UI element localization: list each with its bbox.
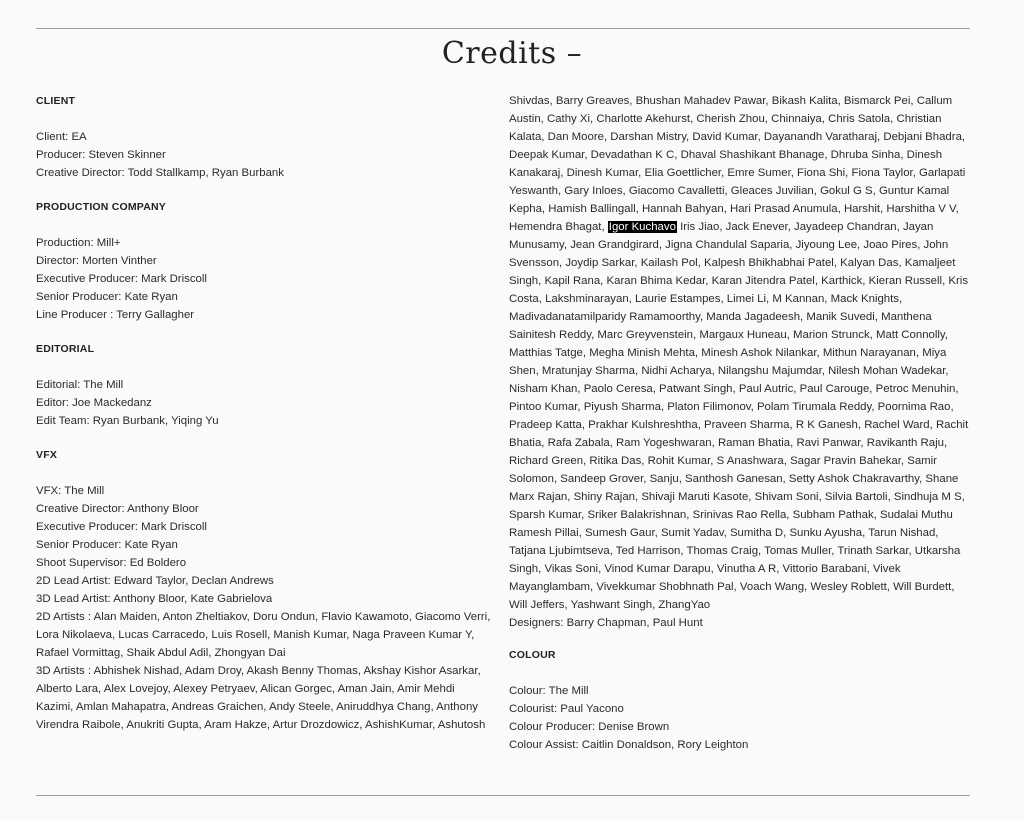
credit-line: Line Producer : Terry Gallagher [36,309,195,321]
credit-line: Colourist: Paul Yacono [509,703,624,715]
credit-line: Kazimi, Amlan Mahapatra, Andreas Graichen, Andy Steele, Aniruddhya Chang, Anthony [36,701,478,713]
credit-line: Colour Producer: Denise Brown [509,721,670,733]
credit-line: Bhatia, Rafa Zabala, Ram Yogeshwaran, Raman Bhatia, Ravi Panwar, Ravikanth Raju, [509,437,948,449]
credit-line: Alberto Lara, Alex Lovejoy, Alexey Petryaev, Alican Gorgec, Aman Jain, Amir Mehdi [36,683,455,695]
credit-line: Senior Producer: Kate Ryan [36,539,178,551]
selected-text-highlight[interactable]: Igor Kuchavo [608,221,676,233]
credit-line: Pradeep Katta, Prakhar Kulshreshtha, Praveen Sharma, R K Ganesh, Rachel Ward, Rachit [509,419,969,431]
credit-line: Nisham Khan, Paolo Ceresa, Patwant Singh, Paul Autric, Paul Carouge, Petroc Menuhin, [509,383,959,395]
credit-line: Shivdas, Barry Greaves, Bhushan Mahadev Pawar, Bikash Kalita, Bismarck Pei, Callum [509,95,953,107]
credit-line: Creative Director: Anthony Bloor [36,503,199,515]
credit-line: Munusamy, Jean Grandgirard, Jigna Chandulal Saparia, Jiyoung Lee, Joao Pires, John [509,239,949,251]
credit-line: Sparsh Kumar, Sriker Balakrishnan, Srinivas Rao Rella, Subham Pathak, Sudalai Muthu [509,509,953,521]
vfx-artists-continued [509,92,971,632]
credit-line: Executive Producer: Mark Driscoll [36,273,207,285]
credit-line: Tatjana Ljubimtseva, Ted Harrison, Thomas Craig, Tomas Muller, Trinath Sarkar, Utkarsha [509,545,961,557]
credit-line: Director: Morten Vinther [36,255,157,267]
credit-text: Hemendra Bhagat, [509,221,608,233]
section-heading: PRODUCTION COMPANY [36,201,166,213]
section-production-company [36,198,498,324]
section-heading: EDITORIAL [36,343,95,355]
credit-line: Singh, Kapil Rana, Karan Bhima Kedar, Karan Jitendra Patel, Karthick, Kieran Russell, Kris [509,275,969,287]
credit-line: Mayanglambam, Vivekkumar Shobhnath Pal, Voach Wang, Wesley Roblett, Will Burdett, [509,581,955,593]
credit-line: Client: EA [36,131,87,143]
credit-line: Shoot Supervisor: Ed Boldero [36,557,187,569]
credit-line: Colour Assist: Caitlin Donaldson, Rory Leighton [509,739,749,751]
section-colour [509,646,971,754]
credits-left-column [36,92,498,750]
credit-line: 2D Artists : Alan Maiden, Anton Zheltiakov, Doru Ondun, Flavio Kawamoto, Giacomo Verri, [36,611,491,623]
credit-line: Senior Producer: Kate Ryan [36,291,178,303]
credit-line: Designers: Barry Chapman, Paul Hunt [509,617,703,629]
credit-line: Ramesh Pillai, Sumesh Gaur, Sumit Yadav, Sumitha D, Sunku Ayusha, Tarun Nishad, [509,527,939,539]
section-heading: VFX [36,449,58,461]
credit-line: Edit Team: Ryan Burbank, Yiqing Yu [36,415,219,427]
credit-line: Costa, Lakshminarayan, Laurie Estampes, Limei Li, M Kannan, Mack Knights, [509,293,903,305]
section-client [36,92,498,182]
credit-line: Kepha, Hamish Ballingall, Hannah Bahyan, Hari Prasad Anumula, Harshit, Harshitha V V, [509,203,959,215]
credit-line: Austin, Cathy Xi, Charlotte Akehurst, Cherish Zhou, Chinnaiya, Chris Satola, Christian [509,113,942,125]
credit-line: Singh, Vikas Soni, Vinod Kumar Darapu, Vinutha A R, Vittorio Barabani, Vivek [509,563,901,575]
credit-line: Shen, Mratunjay Sharma, Nidhi Acharya, Nilangshu Majumdar, Nilesh Mohan Wadekar, [509,365,949,377]
section-heading: COLOUR [509,649,556,661]
credit-line-with-selection [509,218,971,236]
credit-line: 3D Lead Artist: Anthony Bloor, Kate Gabrielova [36,593,273,605]
credit-line: Virendra Raibole, Anukriti Gupta, Aram Hakze, Artur Drozdowicz, AshishKumar, Ashutosh [36,719,486,731]
credit-line: Will Jeffers, Yashwant Singh, ZhangYao [509,599,711,611]
credit-line: Rafael Vormittag, Shaik Abdul Adil, Zhongyan Dai [36,647,286,659]
credit-line: Editor: Joe Mackedanz [36,397,152,409]
top-divider [36,28,970,29]
credit-line: Kanakaraj, Dinesh Kumar, Elia Goettlicher, Emre Sumer, Fiona Shi, Fiona Taylor, Garlapati [509,167,966,179]
credit-line: Marx Rajan, Shiny Rajan, Shivaji Maruti Kasote, Shivam Soni, Silvia Bartoli, Sindhuja M S, [509,491,965,503]
credit-line: Editorial: The Mill [36,379,124,391]
credit-line: Richard Green, Ritika Das, Rohit Kumar, S Anashwara, Sagar Pravin Bahekar, Samir [509,455,937,467]
section-editorial [36,340,498,430]
section-vfx [36,446,498,734]
credits-right-column [509,92,971,770]
credit-line: Pintoo Kumar, Piyush Sharma, Platon Filimonov, Polam Tirumala Reddy, Poornima Rao, [509,401,954,413]
credit-line: Madivadanatamilparidy Ramamoorthy, Manda Jagadeesh, Manik Suvedi, Manthena [509,311,932,323]
bottom-divider [36,795,970,796]
credit-line: VFX: The Mill [36,485,105,497]
credit-line: Lora Nikolaeva, Lucas Carracedo, Luis Rosell, Manish Kumar, Naga Praveen Kumar Y, [36,629,475,641]
credit-line: Executive Producer: Mark Driscoll [36,521,207,533]
credit-line: Kalata, Dan Moore, Darshan Mistry, David Kumar, Dayanandh Varatharaj, Debjani Bhadra, [509,131,966,143]
credit-line: Svensson, Joydip Sarkar, Kailash Pol, Kalpesh Bhikhabhai Patel, Kalyan Das, Kamaljeet [509,257,956,269]
credit-text: Iris Jiao, Jack Enever, Jayadeep Chandran, Jayan [676,221,934,233]
credit-line: Matthias Tatge, Megha Minish Mehta, Minesh Ashok Nilankar, Mithun Narayanan, Miya [509,347,947,359]
credit-line: Producer: Steven Skinner [36,149,166,161]
credit-line: Colour: The Mill [509,685,589,697]
section-heading: CLIENT [36,95,76,107]
credit-line: Creative Director: Todd Stallkamp, Ryan Burbank [36,167,284,179]
credit-line: Deepak Kumar, Devadathan K C, Dhaval Shashikant Bhanage, Dhruba Sinha, Dinesh [509,149,943,161]
credit-line: Solomon, Sandeep Grover, Sanju, Santhosh Ganesan, Setty Ashok Chakravarthy, Shane [509,473,959,485]
credit-line: Sainitesh Reddy, Marc Greyvenstein, Margaux Huneau, Marion Strunck, Matt Connolly, [509,329,948,341]
credit-line: Production: Mill+ [36,237,121,249]
credit-line: 3D Artists : Abhishek Nishad, Adam Droy, Akash Benny Thomas, Akshay Kishor Asarkar, [36,665,481,677]
credit-line: Yeswanth, Gary Inloes, Giacomo Cavalletti, Gleaces Juvilian, Gokul G S, Guntur Kamal [509,185,950,197]
credit-line: 2D Lead Artist: Edward Taylor, Declan Andrews [36,575,274,587]
page-title: Credits – [441,36,583,71]
